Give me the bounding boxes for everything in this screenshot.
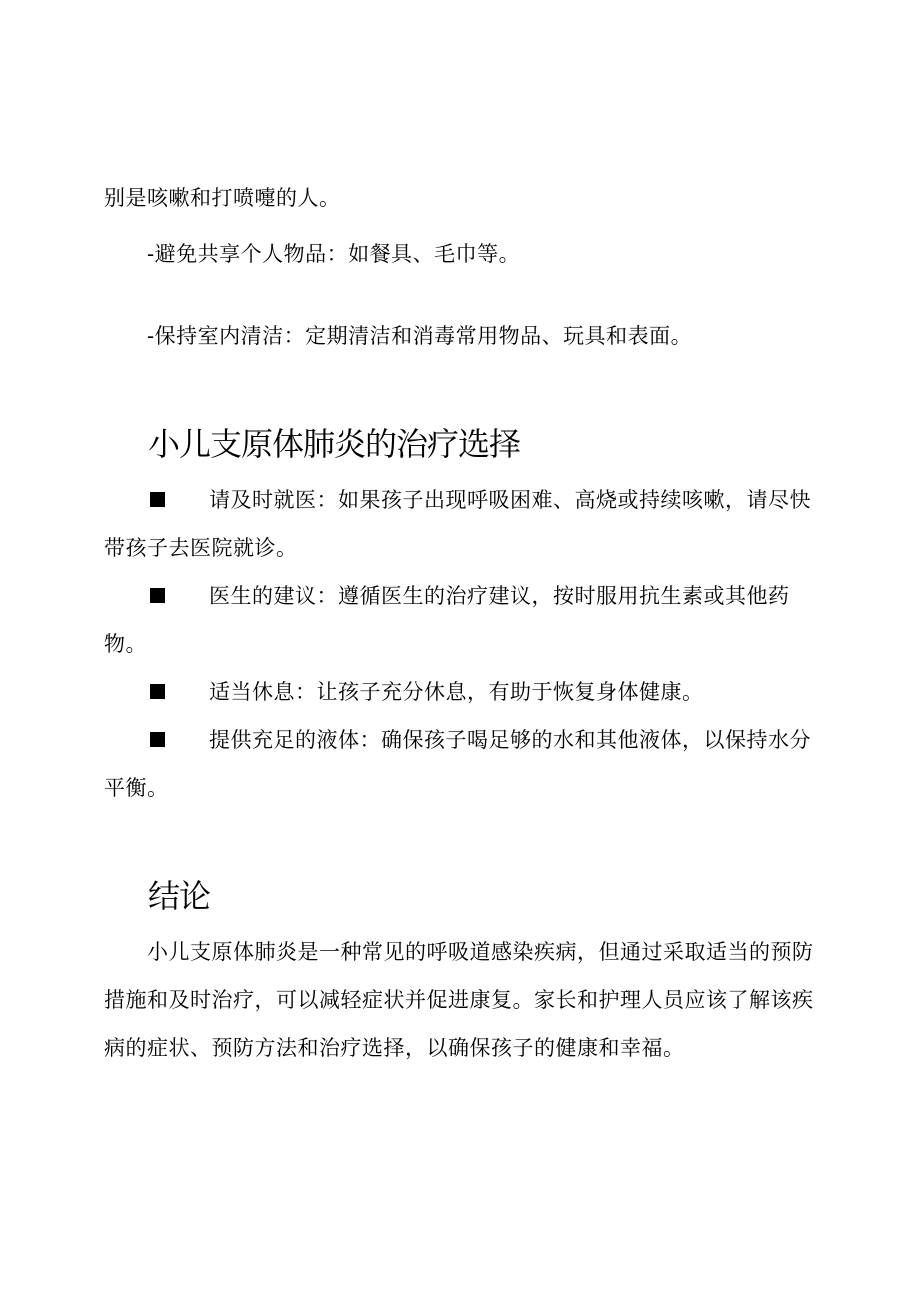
treatment-item-text: 请及时就医：如果孩子出现呼吸困难、高烧或持续咳嗽，请尽快带孩子去医院就诊。 [104, 488, 811, 560]
square-bullet-icon [150, 492, 165, 507]
treatment-heading: 小儿支原体肺炎的治疗选择 [148, 425, 521, 463]
prevention-tail-line: 别是咳嗽和打喷嚏的人。 [104, 186, 341, 210]
treatment-item-text: 适当休息：让孩子充分休息，有助于恢复身体健康。 [209, 680, 704, 704]
square-bullet-icon [150, 684, 165, 699]
treatment-item-doctor-visit [104, 476, 820, 572]
treatment-item-doctor-advice [104, 572, 820, 668]
treatment-item-text: 提供充足的液体：确保孩子喝足够的水和其他液体，以保持水分平衡。 [104, 728, 811, 800]
conclusion-heading: 结论 [148, 877, 211, 915]
treatment-item-fluids [104, 716, 820, 812]
square-bullet-icon [150, 732, 165, 747]
prevention-item-clean: -保持室内清洁：定期清洁和消毒常用物品、玩具和表面。 [147, 324, 693, 348]
treatment-item-text: 医生的建议：遵循医生的治疗建议，按时服用抗生素或其他药物。 [104, 584, 790, 656]
treatment-item-rest [104, 668, 820, 716]
conclusion-body: 小儿支原体肺炎是一种常见的呼吸道感染疾病，但通过采取适当的预防措施和及时治疗，可以减轻症状并促进康复。家长和护理人员应该了解该疾病的症状、预防方法和治疗选择，以确保孩子的健康和幸福。 [104, 940, 814, 1060]
square-bullet-icon [150, 588, 165, 603]
prevention-item-share: -避免共享个人物品：如餐具、毛巾等。 [147, 242, 521, 266]
